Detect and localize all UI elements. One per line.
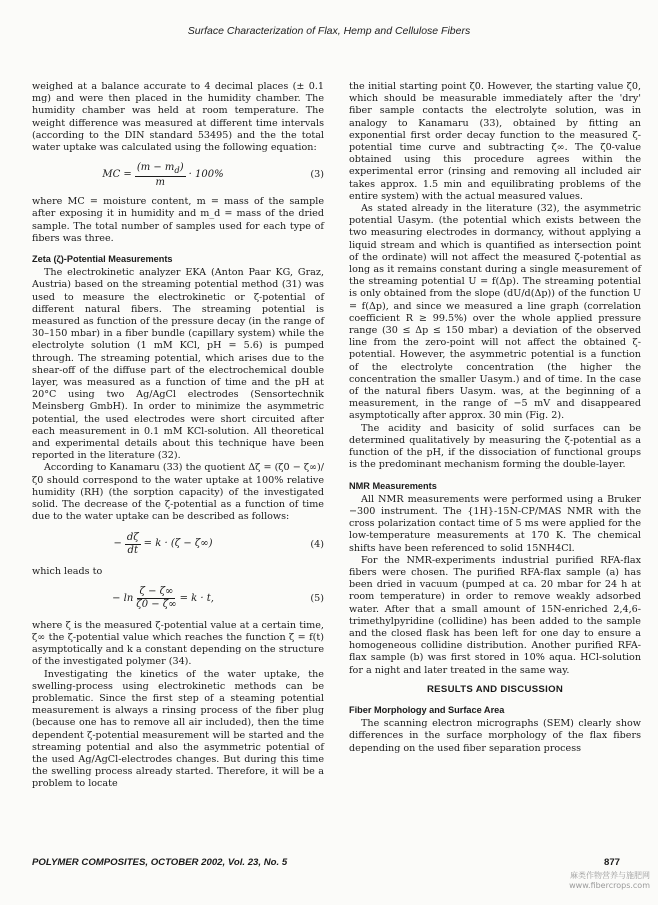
- equation-numerator-end: ): [179, 161, 184, 173]
- paragraph: the initial starting point ζ0. However, the starting value ζ0, which should be measurable immediately after the 'dry' fiber sample contacts the electrolyte solution, was in analogy to Kanamaru (33), obtained by fitting an exponential first order decay function to the measured ζ-potential time curve and subtracting ζ∞. The ζ0-value obtained using this procedure agrees within the experimental error (rinsing and removing all included air takes approx. 1.5 min and equilibrating problems of the entire system) with the actual measured values.: [349, 81, 641, 202]
- equation-number: (5): [310, 592, 324, 604]
- equation-rhs: · 100%: [188, 169, 224, 181]
- equation-fraction: [125, 532, 141, 557]
- equation-number: (3): [310, 169, 324, 181]
- equation-5: [32, 582, 324, 616]
- paragraph: weighed at a balance accurate to 4 decimal places (± 0.1 mg) and were then placed in the humidity chamber. The humidity chamber was held at room temperature. The weight difference was measured at different time intervals (according to the DIN standard 53495) and the the total water uptake was calculated using the following equation:: [32, 81, 324, 154]
- equation-lhs: − ln: [112, 592, 134, 604]
- running-header: Surface Characterization of Flax, Hemp and Cellulose Fibers: [187, 25, 471, 37]
- equation-denominator: m: [155, 176, 165, 188]
- equation-denominator: dt: [127, 545, 138, 556]
- paragraph: All NMR measurements were performed using a Bruker −300 instrument. The {1H}-15N-CP/MAS NMR with the cross polarization contact time of 5 ms were applied for the low-temperature measurements at 170 K. The chemical shifts have been referenced to solid 15NH4Cl.: [349, 493, 641, 554]
- subsection-heading: Fiber Morphology and Surface Area: [349, 704, 505, 715]
- paragraph: which leads to: [32, 565, 103, 577]
- equation-fraction: [135, 162, 186, 189]
- left-column: [32, 81, 324, 791]
- section-heading: Zeta (ζ)-Potential Measurements: [32, 254, 173, 265]
- equation-sub: d: [174, 164, 180, 175]
- equation-number: (4): [310, 538, 324, 550]
- watermark: [538, 871, 650, 891]
- equation-rhs: = k · (ζ − ζ∞): [143, 538, 213, 550]
- equation-denominator: ζ0 − ζ∞: [136, 599, 177, 611]
- paragraph: According to Kanamaru (33) the quotient Δζ = (ζ0 − ζ∞)/ζ0 should correspond to the water uptake at 100% relative humidity (RH) (the sorption capacity) of the investigated solid. The decrease of the ζ-potential as a function of time due to the water uptake can be described as follows:: [32, 462, 324, 523]
- equation-numerator: ζ − ζ∞: [139, 586, 174, 598]
- paragraph: The scanning electron micrographs (SEM) clearly show differences in the surface morphology of the flax fibers depending on the used fiber separation process: [349, 718, 641, 754]
- equation-rhs: = k · t,: [179, 592, 214, 604]
- watermark-line: 麻类作物营养与施肥网: [570, 871, 650, 880]
- equation-4: [32, 528, 324, 562]
- section-heading: NMR Measurements: [349, 480, 437, 491]
- equation-numerator: dζ: [126, 532, 139, 543]
- equation-numerator: (m − m: [136, 161, 175, 173]
- journal-footer: POLYMER COMPOSITES, OCTOBER 2002, Vol. 23, No. 5: [32, 857, 288, 868]
- section-heading: RESULTS AND DISCUSSION: [426, 683, 564, 695]
- equation-fraction: [136, 586, 176, 611]
- paragraph: Investigating the kinetics of the water uptake, the swelling-process using electrokinetic methods can be problematic. Since the first step of a steaming potential measurement is always a rinsing process of the fiber plug (because one has to remove all air included), then the time dependent ζ-potential measurement will be started and the streaming potential and also the asymmetric potential of the used Ag/AgCl-electrodes changes. But during this time the swelling process already started. Therefore, it will be a problem to locate: [32, 668, 324, 790]
- paragraph: The electrokinetic analyzer EKA (Anton Paar KG, Graz, Austria) based on the streaming potential method (31) was used to measure the electrokinetic or ζ-potential of different natural fibers. The streaming potential is measured as function of the pressure decay (in the range of 30–150 mbar) in a fiber bundle (capillary system) while the electrolyte solution (1 mM KCl, pH = 5.6) is pumped through. The streaming potential, which arises due to the shear-off of the diffuse part of the electrochemical double layer, was measured as a function of time and the pH at 20°C using two Ag/AgCl electrodes (Sensortechnik Meinsberg GmbH). In order to minimize the asymmetric potential, the used electrodes were short circuited after each measurement in 0.1 mM KCl-solution. All theoretical and experimental details about this technique have been reported in the literature (32).: [32, 267, 324, 462]
- watermark-line: www.fibercrops.com: [569, 881, 650, 890]
- equation-lhs: −: [113, 538, 122, 550]
- equation-lhs: MC =: [102, 169, 132, 181]
- paragraph: where ζ is the measured ζ-potential value at a certain time, ζ∞ the ζ-potential value which reaches the function ζ = f(t) asymptotically and k a constant depending on the structure of the investigated polymer (34).: [32, 619, 324, 668]
- paragraph: As stated already in the literature (32), the asymmetric potential Uasym. (the potential which exists between the two measuring electrodes in dormancy, without applying a liquid stream and which is quantified as intersection point of the ordinate) will not affect the measured ζ-potential as long as it remains constant during a single measurement of the streaming potential U = f(Δp). The streaming potential is only obtained from the slope (dU/d(Δp)) of the function U = f(Δp), and since we measured a line graph (correlation coefficient R ≥ 99.5%) over the whole applied pressure range (30 ≤ Δp ≤ 150 mbar) a deviation of the observed line from the zero-point will not affect the obtained ζ-potential. However, the asymmetric potential is a function of the electrolyte concentration (the higher the concentration the smaller Uasym.) and of time. In the case of the natural fibers Uasym. was, at the beginning of a measurement, in the range of −5 mV and disappeared asymptotically after approx. 30 min (Fig. 2).: [349, 203, 641, 422]
- paragraph: where MC = moisture content, m = mass of the sample after exposing it in humidity and m_d = mass of the dried sample. The total number of samples used for each type of fibers was three.: [32, 196, 324, 244]
- right-column: [349, 81, 641, 755]
- equation-3: [32, 158, 324, 192]
- paragraph: For the NMR-experiments industrial purified RFA-flax fibers were chosen. The purified RFA-flax sample (a) has been dried in vacuum (pumped at ca. 20 mbar for 24 h at room temperature) in order to remove weakly adsorbed water. After that a small amount of 15N-enriched 2,4,6-trimethylpyridine (collidine) has been added to the sample and the closed flask has been left for one day to ensure a homogeneous collidine distribution. Another purified RFA-flax sample (b) was first stored in 10% aqua. HCl-solution for a night and later treated in the same way.: [349, 554, 641, 676]
- page-number: 877: [604, 857, 621, 868]
- paragraph: The acidity and basicity of solid surfaces can be determined qualitatively by measuring the ζ-potential as a function of the pH, if the dissociation of functional groups is the predominant mechanism forming the double-layer.: [349, 422, 641, 471]
